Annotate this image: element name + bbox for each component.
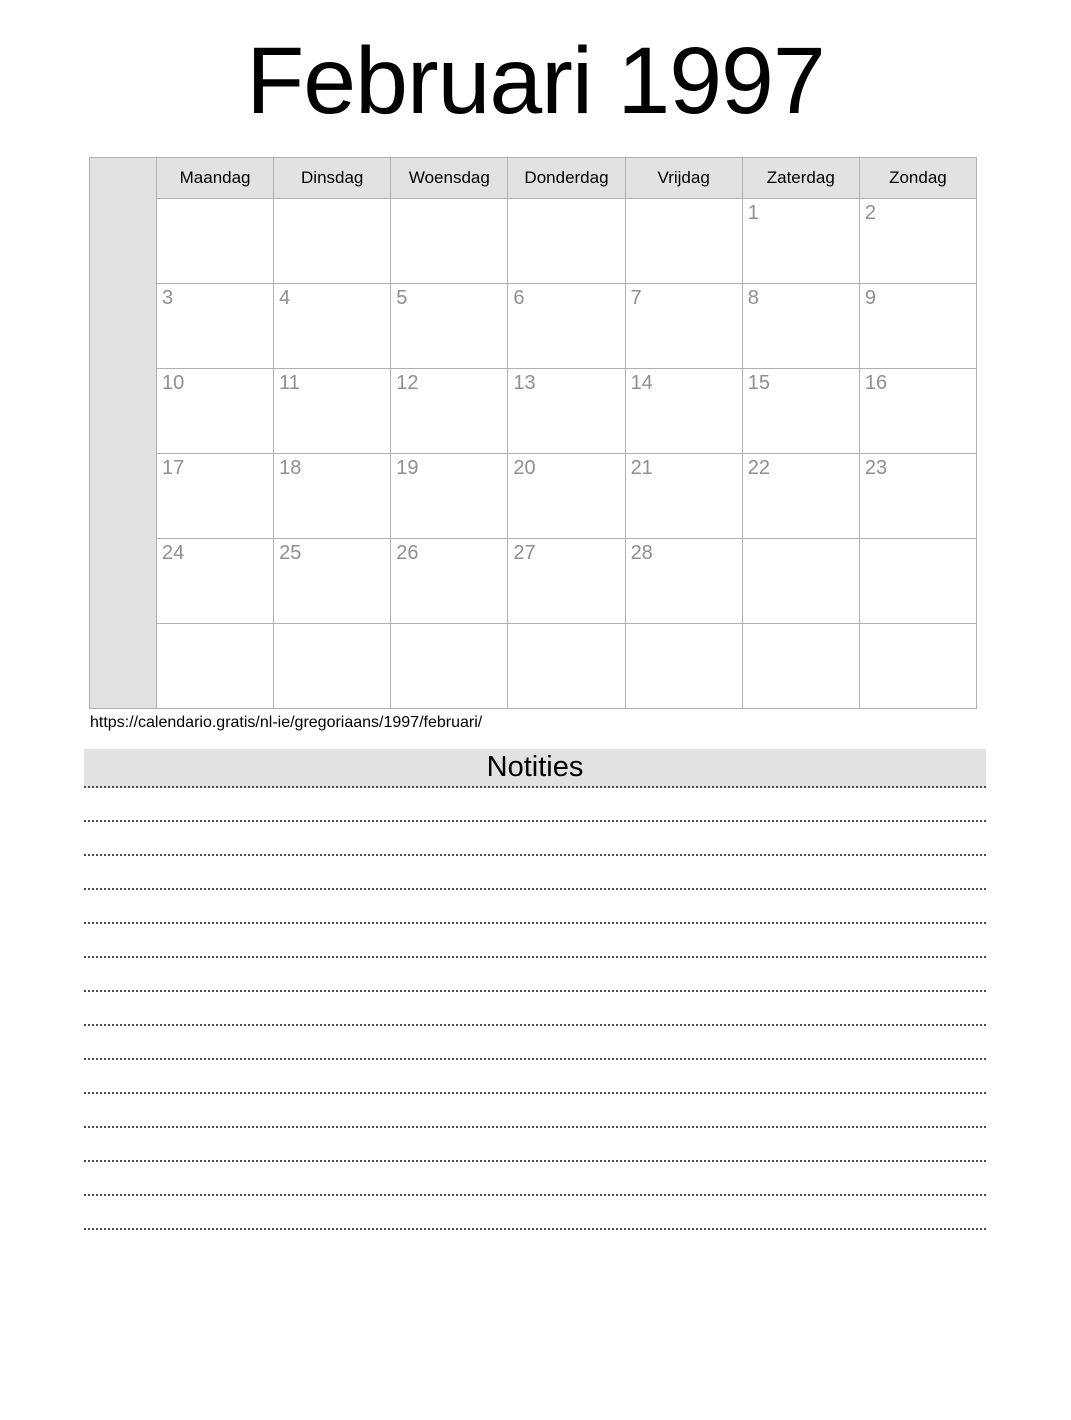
day-cell: 4 xyxy=(274,284,391,369)
weekday-header-donderdag: Donderdag xyxy=(508,158,625,199)
day-cell: 21 xyxy=(625,454,742,539)
notes-line xyxy=(84,1128,986,1162)
day-cell: 10 xyxy=(157,369,274,454)
weekday-header-zondag: Zondag xyxy=(859,158,976,199)
notes-line xyxy=(84,1162,986,1196)
day-cell xyxy=(157,199,274,284)
day-cell: 20 xyxy=(508,454,625,539)
day-cell xyxy=(391,199,508,284)
source-url-text: https://calendario.gratis/nl-ie/gregoriaans/1997/februari/ xyxy=(90,714,483,731)
day-cell xyxy=(274,199,391,284)
day-cell: 12 xyxy=(391,369,508,454)
day-cell xyxy=(157,624,274,709)
weekday-header-dinsdag: Dinsdag xyxy=(274,158,391,199)
day-cell xyxy=(274,624,391,709)
weekday-header-maandag: Maandag xyxy=(157,158,274,199)
day-cell xyxy=(859,539,976,624)
notes-header-label: Notities xyxy=(486,751,584,783)
day-cell: 11 xyxy=(274,369,391,454)
notes-line xyxy=(84,958,986,992)
week-row xyxy=(90,539,977,624)
notes-line xyxy=(84,924,986,958)
day-cell: 15 xyxy=(742,369,859,454)
week-row xyxy=(90,199,977,284)
week-row xyxy=(90,454,977,539)
week-number-column xyxy=(90,158,157,709)
day-cell: 9 xyxy=(859,284,976,369)
notes-section xyxy=(0,749,1071,1230)
notes-line xyxy=(84,1094,986,1128)
notes-line xyxy=(84,822,986,856)
notes-line xyxy=(84,788,986,822)
calendar-table xyxy=(89,157,977,709)
day-cell: 2 xyxy=(859,199,976,284)
day-cell: 18 xyxy=(274,454,391,539)
notes-line xyxy=(84,992,986,1026)
page-title: Februari 1997 xyxy=(246,28,825,134)
week-row xyxy=(90,369,977,454)
notes-line xyxy=(84,1196,986,1230)
day-cell: 17 xyxy=(157,454,274,539)
day-cell: 23 xyxy=(859,454,976,539)
day-cell xyxy=(859,624,976,709)
day-cell: 28 xyxy=(625,539,742,624)
day-cell xyxy=(508,624,625,709)
week-row xyxy=(90,624,977,709)
weekday-header-woensdag: Woensdag xyxy=(391,158,508,199)
day-cell xyxy=(508,199,625,284)
day-cell: 22 xyxy=(742,454,859,539)
notes-lines xyxy=(0,788,1071,1230)
notes-line xyxy=(84,1060,986,1094)
day-cell: 16 xyxy=(859,369,976,454)
week-row xyxy=(90,284,977,369)
day-cell: 27 xyxy=(508,539,625,624)
day-cell: 19 xyxy=(391,454,508,539)
day-cell xyxy=(625,199,742,284)
day-cell: 6 xyxy=(508,284,625,369)
weekday-header-zaterdag: Zaterdag xyxy=(742,158,859,199)
day-cell: 1 xyxy=(742,199,859,284)
day-cell: 8 xyxy=(742,284,859,369)
weekday-header-vrijdag: Vrijdag xyxy=(625,158,742,199)
day-cell xyxy=(625,624,742,709)
notes-line xyxy=(84,890,986,924)
day-cell: 3 xyxy=(157,284,274,369)
day-cell xyxy=(742,624,859,709)
notes-line xyxy=(84,856,986,890)
notes-line xyxy=(84,1026,986,1060)
weekday-header-row xyxy=(90,158,977,199)
day-cell: 13 xyxy=(508,369,625,454)
day-cell xyxy=(742,539,859,624)
day-cell: 25 xyxy=(274,539,391,624)
day-cell: 24 xyxy=(157,539,274,624)
day-cell: 26 xyxy=(391,539,508,624)
day-cell: 7 xyxy=(625,284,742,369)
notes-header xyxy=(84,749,986,788)
day-cell: 14 xyxy=(625,369,742,454)
day-cell: 5 xyxy=(391,284,508,369)
day-cell xyxy=(391,624,508,709)
